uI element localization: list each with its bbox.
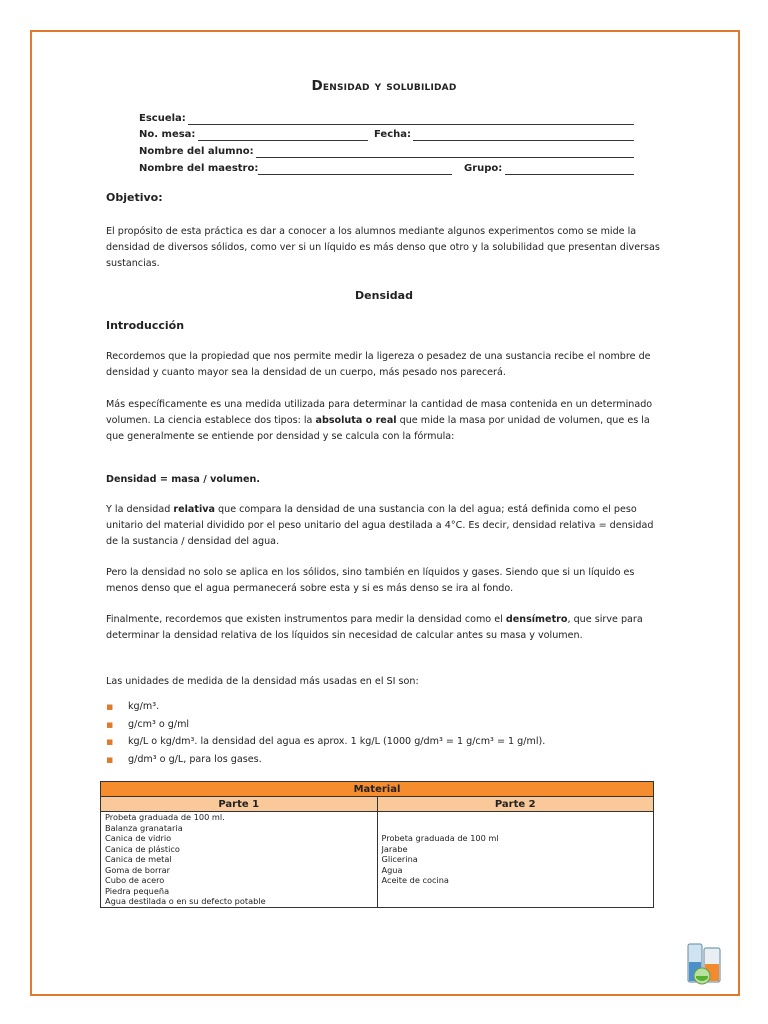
intro-paragraph-4: Pero la densidad no solo se aplica en los sólidos, sino también en líquidos y gases. Siendo que si un líquido es menos denso que el agua permanecerá sobre esta y si es más denso se ira al fondo.	[106, 567, 635, 594]
escuela-line[interactable]	[188, 124, 634, 125]
material-table-title: Material	[101, 782, 654, 797]
section-title-densidad: Densidad	[355, 289, 413, 302]
material-item: Probeta graduada de 100 ml	[381, 833, 499, 843]
intro-paragraph-2: Más específicamente es una medida utilizada para determinar la cantidad de masa contenida en un determinado volumen. La ciencia establece dos tipos: la absoluta o real que mide la masa por unidad de volumen, que es la que generalmente se entiende por densidad y se calcula con la fórmula:	[106, 399, 653, 442]
intro-paragraph-1: Recordemos que la propiedad que nos permite medir la ligereza o pesadez de una sustancia recibe el nombre de densidad y cuanto mayor sea la densidad de un cuerpo, más pesado nos parecerá.	[106, 351, 651, 378]
material-item: Piedra pequeña	[105, 885, 170, 896]
material-item: Canica de metal	[105, 854, 172, 864]
material-item: Aceite de cocina	[381, 875, 449, 885]
parte2-list	[377, 812, 654, 908]
grupo-label: Grupo:	[464, 163, 503, 174]
objetivo-text: El propósito de esta práctica es dar a conocer a los alumnos mediante algunos experimentos como se mide la densidad de diversos sólidos, como ver si un líquido es más denso que otro y la solubilidad que presentan diversas sustancias.	[106, 226, 660, 269]
material-item: Agua destilada o en su defecto potable	[105, 896, 266, 906]
escuela-label: Escuela:	[139, 113, 186, 124]
material-item: Cubo de acero	[105, 875, 165, 885]
list-item: ▪ g/dm³ o g/L, para los gases.	[106, 751, 666, 769]
mesa-label: No. mesa:	[139, 129, 196, 140]
alumno-line[interactable]	[256, 157, 634, 158]
intro-paragraph-3: Y la densidad relativa que compara la densidad de una sustancia con la del agua; está definida como el peso unitario del material dividido por el peso unitario del agua destilada a 4°C. Es decir, densidad relativa = densidad de la sustancia / densidad del agua.	[106, 504, 654, 547]
bullet-icon: ▪	[106, 700, 114, 713]
fecha-line[interactable]	[413, 140, 634, 141]
bullet-icon: ▪	[106, 752, 114, 766]
units-list	[106, 698, 666, 768]
material-item: Balanza granataria	[105, 822, 183, 833]
formula: Densidad = masa / volumen.	[106, 474, 261, 485]
parte1-list	[101, 812, 378, 908]
document-title: Densidad y solubilidad	[311, 78, 457, 94]
material-table	[100, 781, 654, 908]
parte2-header: Parte 2	[377, 797, 654, 812]
lab-flasks-icon	[684, 938, 728, 986]
maestro-label: Nombre del maestro:	[139, 163, 259, 174]
bullet-icon: ▪	[106, 717, 114, 731]
material-item: Canica de plástico	[105, 843, 180, 854]
material-item: Goma de borrar	[105, 864, 170, 875]
list-item: ▪ kg/L o kg/dm³. la densidad del agua es aprox. 1 kg/L (1000 g/dm³ = 1 g/cm³ = 1 g/ml).	[106, 733, 666, 751]
material-item: Canica de vidrio	[105, 833, 172, 843]
bullet-icon: ▪	[106, 735, 114, 748]
parte1-header: Parte 1	[101, 797, 378, 812]
list-item: ▪ g/cm³ o g/ml	[106, 716, 666, 734]
grupo-line[interactable]	[505, 174, 634, 175]
intro-paragraph-6: Las unidades de medida de la densidad más usadas en el SI son:	[106, 676, 419, 687]
mesa-line[interactable]	[198, 140, 368, 141]
list-item: ▪ kg/m³.	[106, 698, 666, 716]
fecha-label: Fecha:	[374, 129, 412, 140]
maestro-line[interactable]	[258, 174, 452, 175]
intro-paragraph-5: Finalmente, recordemos que existen instrumentos para medir la densidad como el densímetro, que sirve para determinar la densidad relativa de los líquidos sin necesidad de calcular antes su masa y volumen.	[106, 614, 643, 641]
material-item: Jarabe	[381, 843, 408, 854]
material-item: Agua	[381, 864, 403, 875]
intro-heading: Introducción	[106, 319, 185, 332]
material-item: Probeta graduada de 100 ml.	[105, 812, 225, 822]
objetivo-heading: Objetivo:	[106, 191, 163, 204]
material-item: Glicerina	[381, 854, 418, 864]
alumno-label: Nombre del alumno:	[139, 146, 254, 157]
